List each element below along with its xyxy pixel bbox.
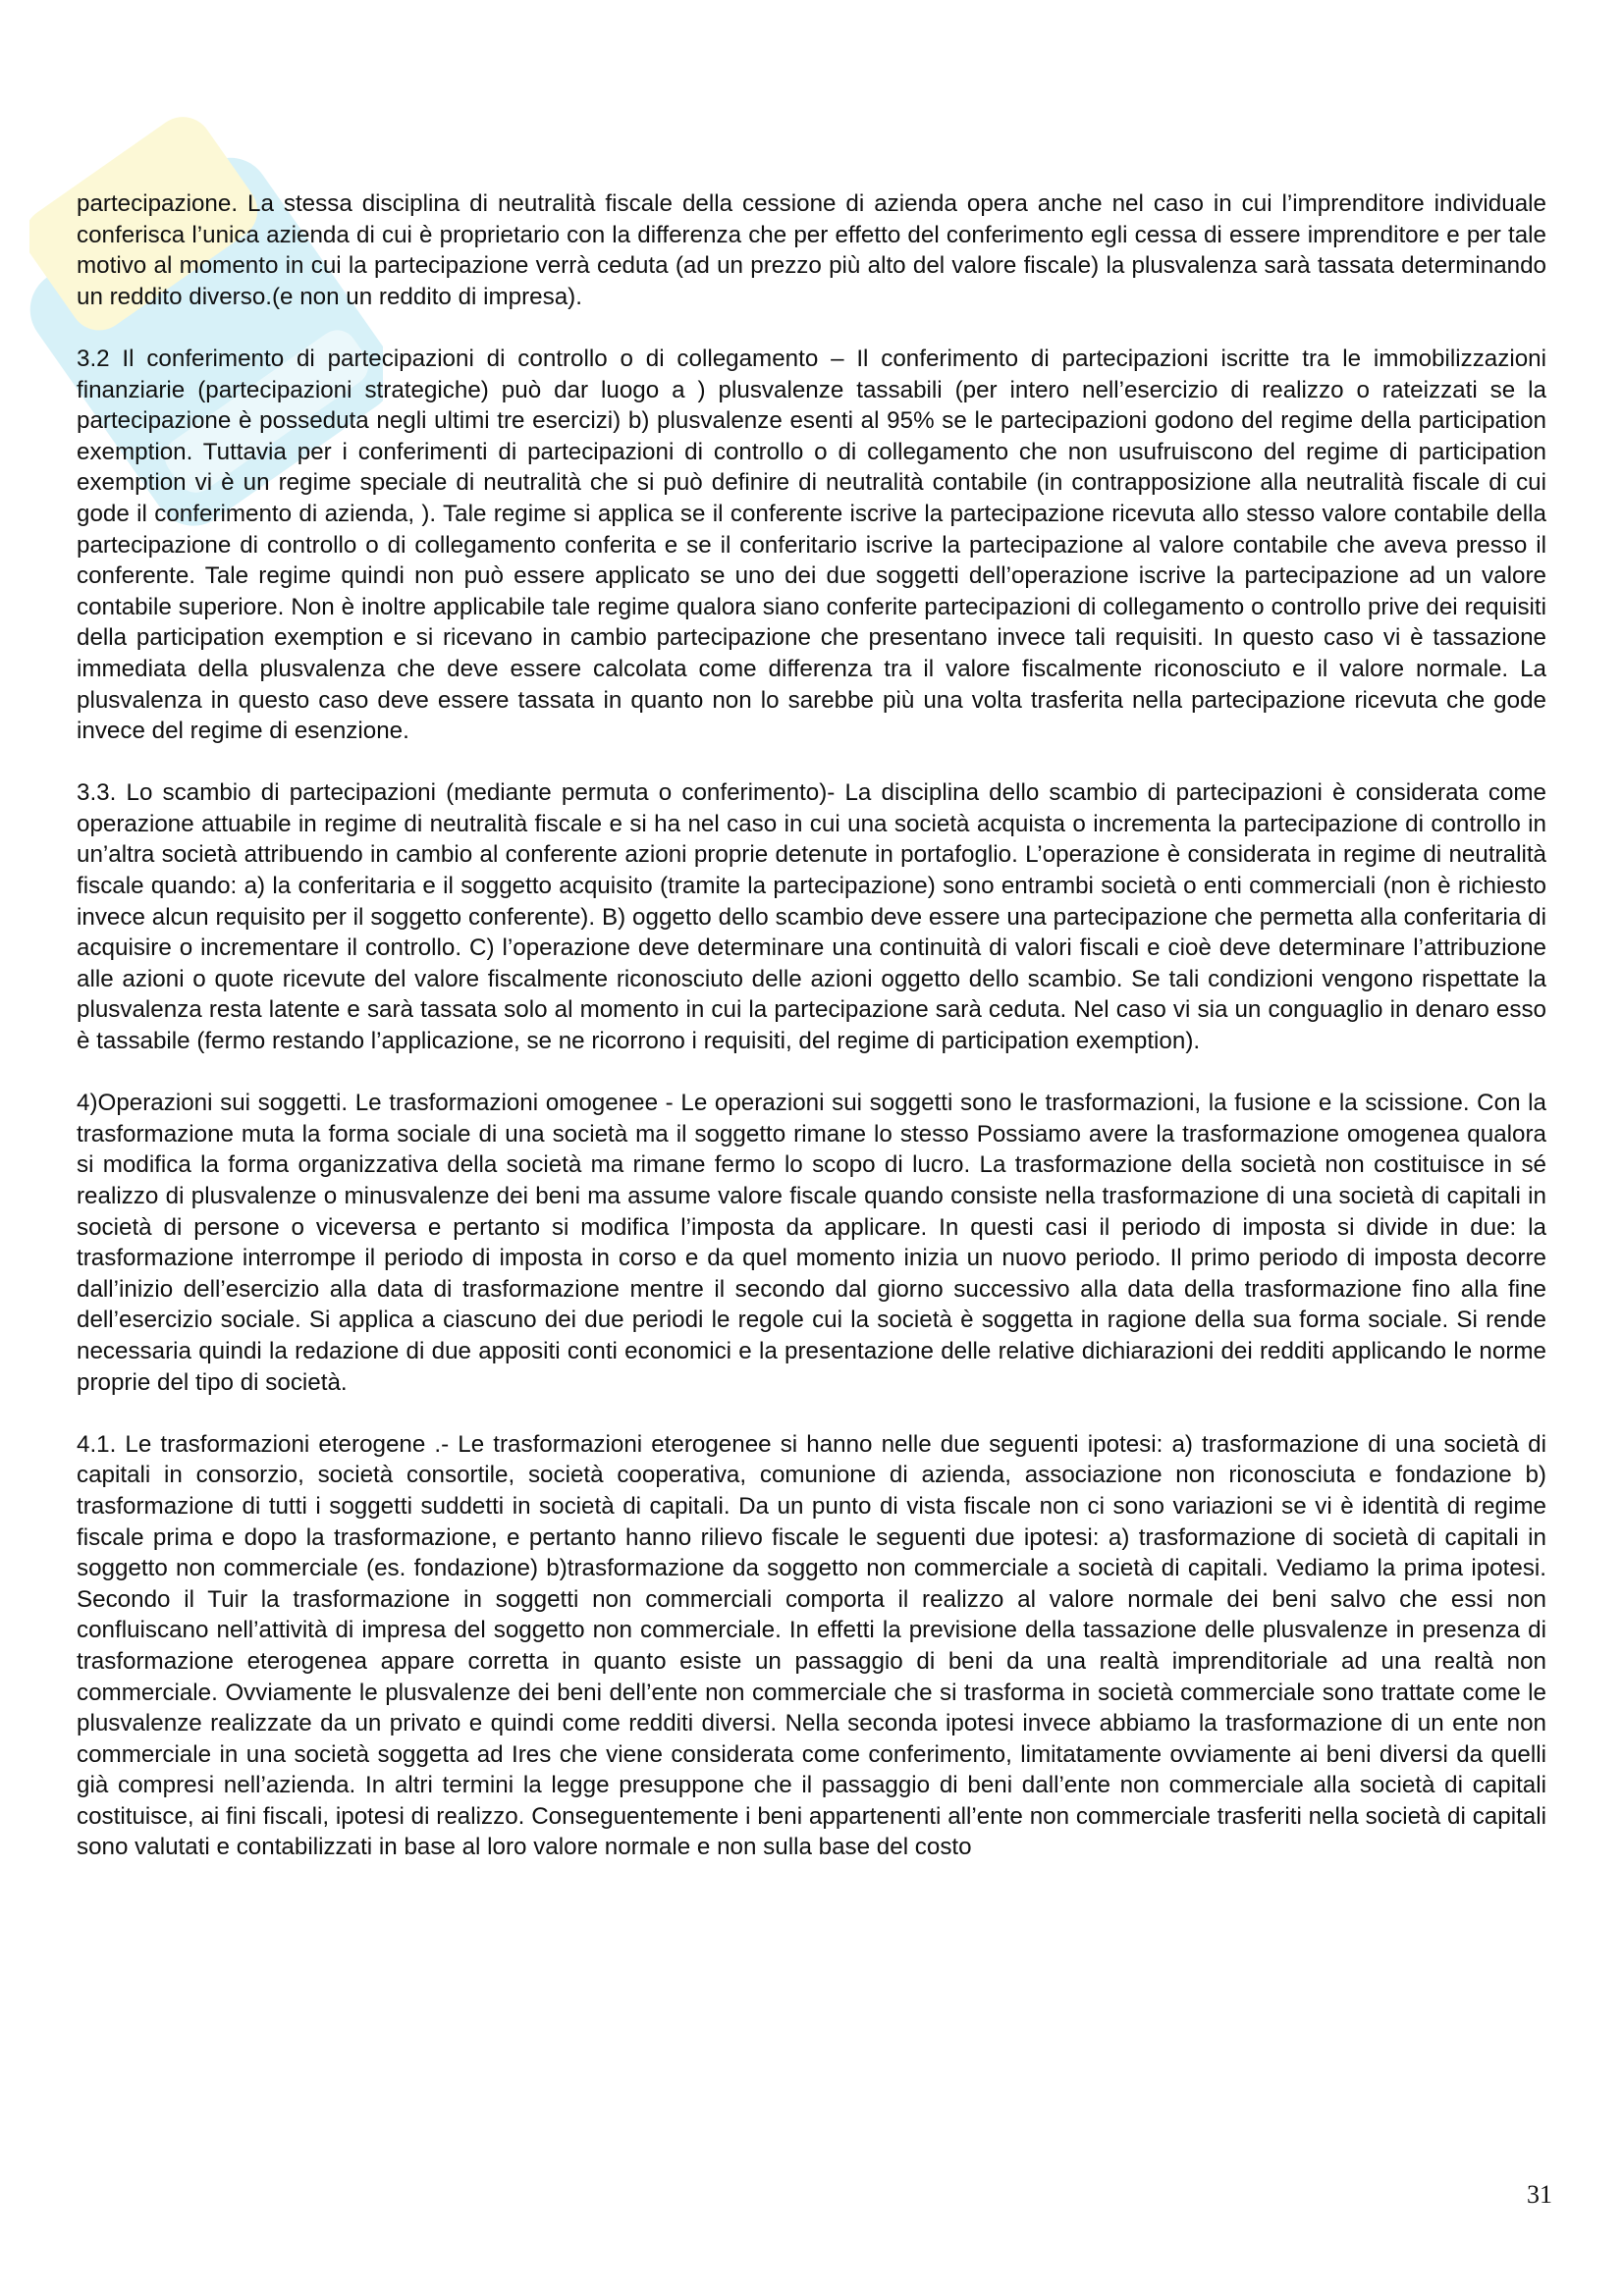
- paragraph-4-1-trasformazioni-eterogene: 4.1. Le trasformazioni eterogene .- Le trasformazioni eterogenee si hanno nelle due seguenti ipotesi: a) trasformazione di una società di capitali in consorzio, società consortile, società cooperativa, comunione di azienda, associazione non riconosciuta e fondazione b) trasformazione di tutti i soggetti suddetti in società di capitali. Da un punto di vista fiscale non ci sono variazioni se vi è identità di regime fiscale prima e dopo la trasformazione, e pertanto hanno rilievo fiscale le seguenti due ipotesi: a) trasformazione di società di capitali in soggetto non commerciale (es. fondazione) b)trasformazione da soggetto non commerciale a società di capitali. Vediamo la prima ipotesi. Secondo il Tuir la trasformazione in soggetti non commerciali comporta il realizzo al valore normale dei beni salvo che essi non confluiscano nell’attività di impresa del soggetto non commerciale. In effetti la previsione della tassazione delle plusvalenze in presenza di trasformazione eterogenea appare corretta in quanto esiste un passaggio di beni da una realtà imprenditoriale ad una realtà non commerciale. Ovviamente le plusvalenze dei beni dell’ente non commerciale che si trasforma in società commerciale sono trattate come le plusvalenze realizzate da un privato e quindi come redditi diversi. Nella seconda ipotesi invece abbiamo la trasformazione di un ente non commerciale in una società soggetta ad Ires che viene considerata come conferimento, limitatamente ovviamente ai beni diversi da quelli già compresi nell’azienda. In altri termini la legge presuppone che il passaggio di beni dall’ente non commerciale alla società di capitali costituisce, ai fini fiscali, ipotesi di realizzo. Conseguentemente i beni appartenenti all’ente non commerciale trasferiti nella società di capitali sono valutati e contabilizzati in base al loro valore normale e non sulla base del costo: [77, 1430, 1546, 1861]
- paragraph-3-2-conferimento: 3.2 Il conferimento di partecipazioni di controllo o di collegamento – Il conferimento di partecipazioni iscritte tra le immobilizzazioni finanziarie (partecipazioni strategiche) può dar luogo a ) plusvalenze tassabili (per intero nell’esercizio di realizzo o rateizzati se la partecipazione è posseduta negli ultimi tre esercizi) b) plusvalenze esenti al 95% se le partecipazioni godono del regime della participation exemption. Tuttavia per i conferimenti di partecipazioni di controllo o di collegamento che non usufruiscono del regime di participation exemption vi è un regime speciale di neutralità che si può definire di neutralità contabile (in contrapposizione alla neutralità fiscale di cui gode il conferimento di azienda, ). Tale regime si applica se il conferente iscrive la partecipazione ricevuta allo stesso valore contabile della partecipazione di controllo o di collegamento conferita e se il conferitario iscrive la partecipazione al valore contabile che aveva presso il conferente. Tale regime quindi non può essere applicato se uno dei due soggetti dell’operazione iscrive la partecipazione ad un valore contabile superiore. Non è inoltre applicabile tale regime qualora siano conferite partecipazioni di collegamento o controllo prive dei requisiti della participation exemption e si ricevano in cambio partecipazione che presentano invece tali requisiti. In questo caso vi è tassazione immediata della plusvalenza che deve essere calcolata come differenza tra il valore fiscalmente riconosciuto e il valore normale. La plusvalenza in questo caso deve essere tassata in quanto non lo sarebbe più una volta trasferita nella partecipazione ricevuta che gode invece del regime di esenzione.: [77, 345, 1546, 745]
- paragraph-partecipazione: partecipazione. La stessa disciplina di neutralità fiscale della cessione di azienda opera anche nel caso in cui l’imprenditore individuale conferisca l’unica azienda di cui è proprietario con la differenza che per effetto del conferimento egli cessa di essere imprenditore e per tale motivo al momento in cui la partecipazione verrà ceduta (ad un prezzo più alto del valore fiscale) la plusvalenza sarà tassata determinando un reddito diverso.(e non un reddito di impresa).: [77, 190, 1546, 310]
- paragraph-3-3-scambio: 3.3. Lo scambio di partecipazioni (mediante permuta o conferimento)- La disciplina dello scambio di partecipazioni è considerata come operazione attuabile in regime di neutralità fiscale e si ha nel caso in cui una società acquista o incrementa la partecipazione di controllo in un’altra società attribuendo in cambio al conferente azioni proprie detenute in portafoglio. L’operazione è considerata in regime di neutralità fiscale quando: a) la conferitaria e il soggetto acquisito (tramite la partecipazione) sono entrambi società o enti commerciali (non è richiesto invece alcun requisito per il soggetto conferente). B) oggetto dello scambio deve essere una partecipazione che permetta alla conferitaria di acquisire o incrementare il controllo. C) l’operazione deve determinare una continuità di valori fiscali e cioè deve determinare l’attribuzione alle azioni o quote ricevute del valore fiscalmente riconosciuto delle azioni oggetto dello scambio. Se tali condizioni vengono rispettate la plusvalenza resta latente e sarà tassata solo al momento in cui la partecipazione sarà ceduta. Nel caso vi sia un conguaglio in denaro esso è tassabile (fermo restando l’applicazione, se ne ricorrono i requisiti, del regime di participation exemption).: [77, 779, 1546, 1055]
- paragraph-4-operazioni-soggetti: 4)Operazioni sui soggetti. Le trasformazioni omogenee - Le operazioni sui soggetti sono le trasformazioni, la fusione e la scissione. Con la trasformazione muta la forma sociale di una società ma il soggetto rimane lo stesso Possiamo avere la trasformazione omogenea qualora si modifica la forma organizzativa della società ma rimane fermo lo scopo di lucro. La trasformazione della società non costituisce in sé realizzo di plusvalenze o minusvalenze dei beni ma assume valore fiscale quando consiste nella trasformazione di una società di capitali in società di persone o viceversa e pertanto si modifica l’imposta da applicare. In questi casi il periodo di imposta si divide in due: la trasformazione interrompe il periodo di imposta in corso e da quel momento inizia un nuovo periodo. Il primo periodo di imposta decorre dall’inizio dell’esercizio alla data di trasformazione mentre il secondo dal giorno successivo alla data della trasformazione fino alla fine dell’esercizio sociale. Si applica a ciascuno dei due periodi le regole cui la società è soggetta in ragione della sua forma sociale. Si rende necessaria quindi la redazione di due appositi conti economici e la presentazione delle relative dichiarazioni dei redditi applicando le norme proprie del tipo di società.: [77, 1090, 1546, 1396]
- document-body: [77, 188, 1546, 1895]
- page-number: 31: [1527, 2180, 1552, 2209]
